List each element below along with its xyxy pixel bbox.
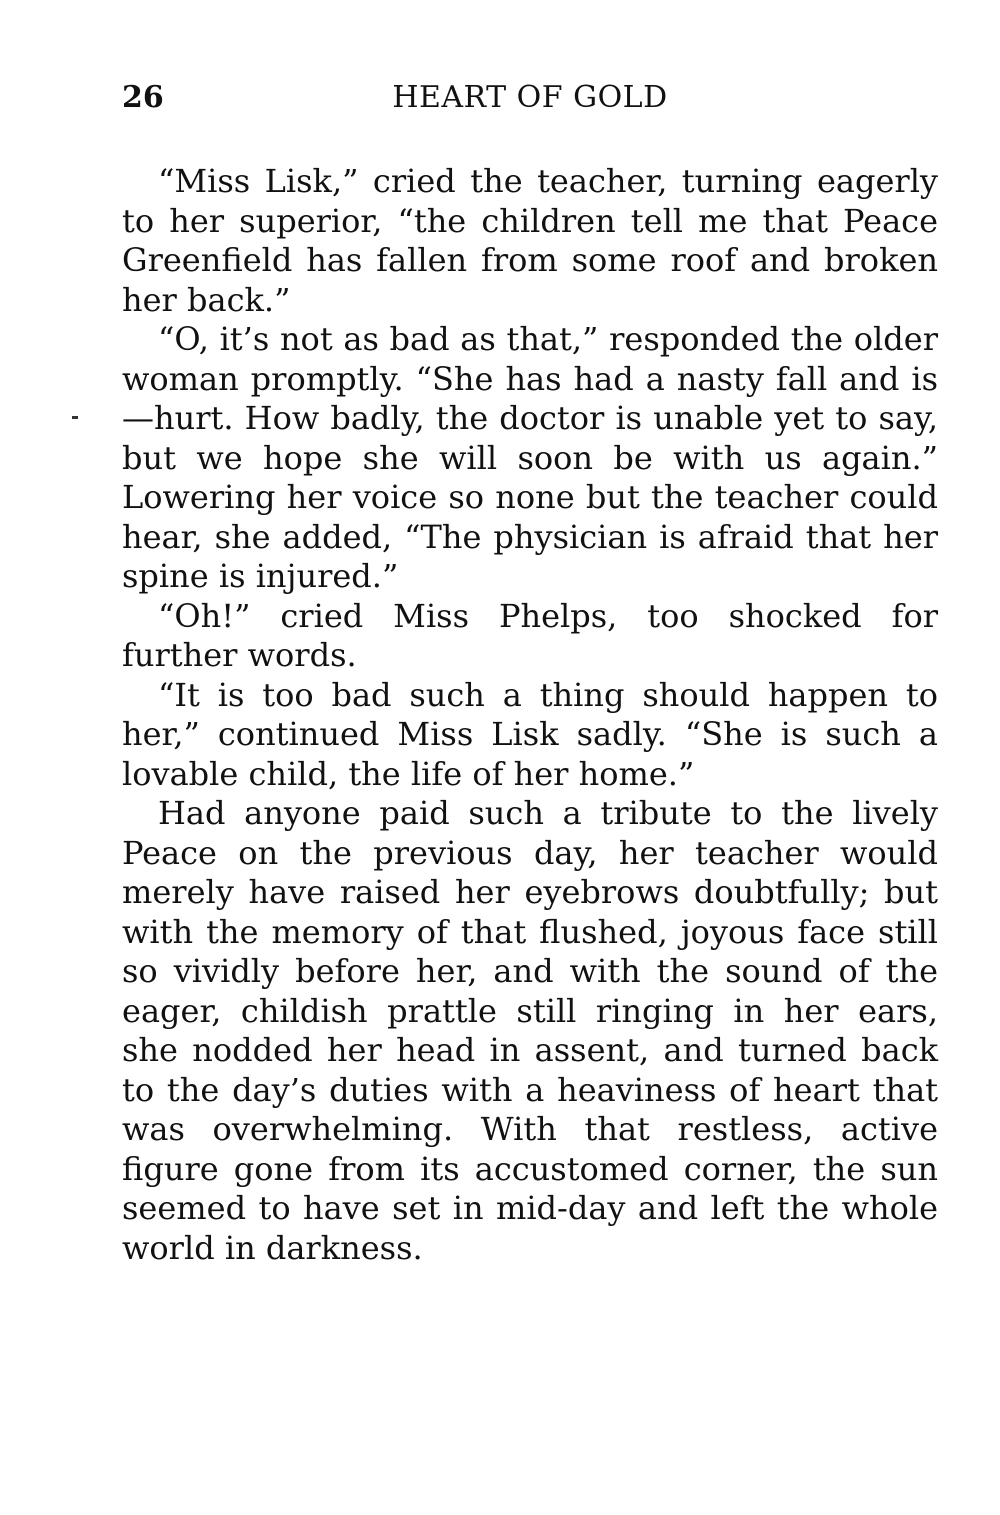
running-title: HEART OF GOLD [392, 80, 668, 115]
paragraph: Had anyone paid such a tribute to the lively Peace on the previous day, her teacher would merely have raised her eyebrows doubtfully; but with the memory of that flushed, joyous face still so vividly before her, and with the sound of the eager, childish prattle still ringing in her ears, she nodded her head in assent, and turned back to the day’s duties with a heaviness of heart that was overwhelming. With that restless, active figure gone from its accustomed corner, the sun seemed to have set in mid-day and left the whole world in darkness. [122, 794, 938, 1267]
margin-mark [72, 416, 78, 419]
paragraph: “Oh!” cried Miss Phelps, too shocked for further words. [122, 596, 938, 674]
running-head [122, 80, 938, 124]
page-number: 26 [122, 80, 164, 115]
paragraph: “It is too bad such a thing should happen to her,” continued Miss Lisk sadly. “She is such a lovable child, the life of her home.” [122, 675, 938, 793]
paragraph: “Miss Lisk,” cried the teacher, turning eagerly to her superior, “the children tell me that Peace Greenfield has fallen from some roof and broken her back.” [122, 162, 938, 319]
paragraph: “O, it’s not as bad as that,” responded the older woman promptly. “She has had a nasty fall and is—hurt. How badly, the doctor is unable yet to say, but we hope she will soon be with us again.” Lowering her voice so none but the teacher could hear, she added, “The physician is afraid that her spine is injured.” [122, 320, 938, 595]
body-text [122, 162, 938, 1268]
